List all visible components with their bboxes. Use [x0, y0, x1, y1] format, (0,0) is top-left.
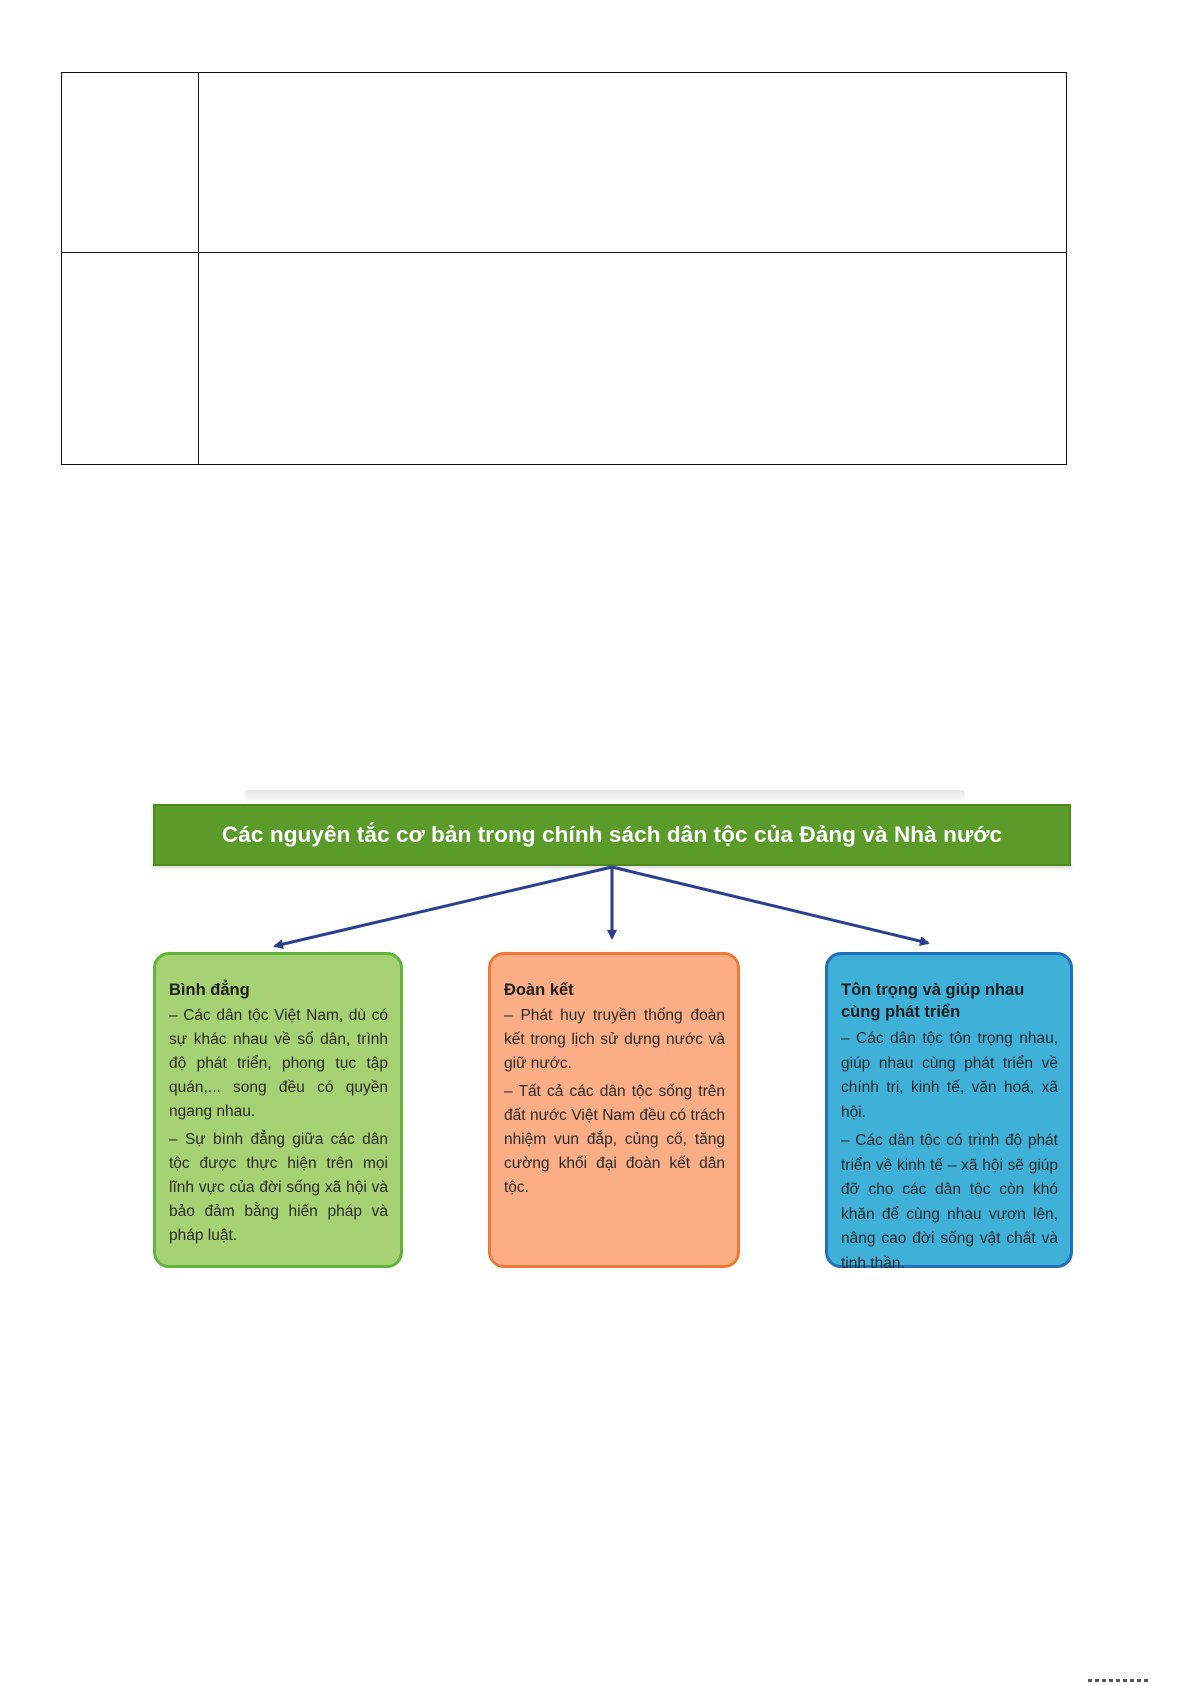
table-cell [62, 73, 199, 253]
table-cell [199, 253, 1067, 465]
card-heading: Bình đẳng [169, 981, 250, 999]
diagram-title: Các nguyên tắc cơ bản trong chính sách dân tộc của Đảng và Nhà nước [221, 822, 1003, 847]
table-cell [199, 73, 1067, 253]
card-heading: Đoàn kết [504, 981, 574, 999]
table-cell [62, 253, 199, 465]
diagram-title-bar [153, 804, 1071, 866]
arrow-right [612, 867, 928, 943]
card-paragraph: – Các dân tộc tôn trọng nhau, giúp nhau cùng phát triển về chính trị, kinh tế, văn hoá, xã hội. [841, 1030, 1058, 1121]
card-equality [153, 952, 403, 1268]
card-paragraph: – Phát huy truyền thống đoàn kết trong lịch sử dựng nước và giữ nước. [504, 1007, 725, 1072]
empty-table [61, 72, 1067, 465]
card-paragraph: – Các dân tộc có trình độ phát triển về kinh tế – xã hội sẽ giúp đỡ cho các dân tộc còn khó khăn để cùng nhau vươn lên, nâng cao đời sống vật chất và tinh thần. [841, 1132, 1058, 1272]
principles-diagram [145, 790, 1073, 1272]
card-mutual-respect [825, 952, 1073, 1272]
page-marker [1088, 1679, 1148, 1682]
card-solidarity [488, 952, 740, 1268]
card-paragraph: – Sự bình đẳng giữa các dân tộc được thực hiện trên mọi lĩnh vực của đời sống xã hội và bảo đảm bằng hiến pháp và pháp luật. [169, 1131, 388, 1244]
card-paragraph: – Các dân tộc Việt Nam, dù có sự khác nhau về số dân, trình độ phát triển, phong tục tập quán,... song đều có quyền ngang nhau. [169, 1007, 388, 1120]
table-row [62, 253, 1067, 465]
card-heading: Tôn trọng và giúp nhau cùng phát triển [841, 981, 1025, 1021]
arrow-left [275, 867, 612, 946]
card-paragraph: – Tất cả các dân tộc sống trên đất nước Việt Nam đều có trách nhiệm vun đắp, củng cố, tăng cường khối đại đoàn kết dân tộc. [504, 1083, 725, 1196]
table-row [62, 73, 1067, 253]
decorative-shadow [245, 790, 965, 804]
